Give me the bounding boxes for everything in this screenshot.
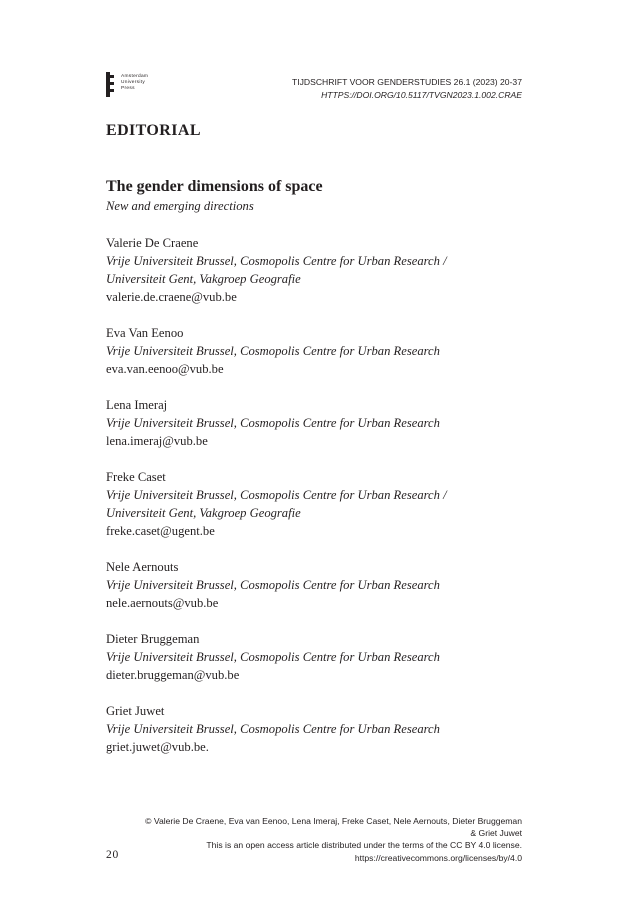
publisher-name [121, 72, 148, 93]
journal-citation: TIJDSCHRIFT VOOR GENDERSTUDIES 26.1 (2023) 20-37 [291, 77, 522, 87]
author-email[interactable]: griet.juwet@vub.be. [106, 740, 209, 754]
author-email[interactable]: valerie.de.craene@vub.be [106, 290, 237, 304]
author-affiliation: Vrije Universiteit Brussel, Cosmopolis Centre for Urban Research / [106, 488, 447, 502]
author-email[interactable]: dieter.bruggeman@vub.be [106, 668, 240, 682]
section-label: EDITORIAL [106, 122, 201, 139]
author-block [106, 558, 526, 612]
article-subtitle: New and emerging directions [106, 199, 254, 213]
article-title: The gender dimensions of space [106, 178, 323, 195]
copyright-line: & Griet Juwet [470, 828, 522, 839]
copyright-footer [145, 815, 522, 864]
license-statement: This is an open access article distributed under the terms of the CC BY 4.0 license. [206, 840, 522, 851]
license-url[interactable]: https://creativecommons.org/licenses/by/4.0 [354, 852, 522, 863]
page-number: 20 [106, 849, 120, 861]
author-affiliation: Vrije Universiteit Brussel, Cosmopolis Centre for Urban Research [106, 578, 440, 592]
author-affiliation: Vrije Universiteit Brussel, Cosmopolis Centre for Urban Research [106, 722, 440, 736]
author-email[interactable]: nele.aernouts@vub.be [106, 596, 219, 610]
author-email[interactable]: eva.van.eenoo@vub.be [106, 362, 224, 376]
author-name: Griet Juwet [106, 704, 165, 718]
publisher-logo [106, 72, 148, 98]
author-affiliation: Universiteit Gent, Vakgroep Geografie [106, 506, 301, 520]
author-name: Eva Van Eenoo [106, 326, 184, 340]
author-block [106, 396, 526, 450]
copyright-line: © Valerie De Craene, Eva van Eenoo, Lena Imeraj, Freke Caset, Nele Aernouts, Dieter Bruggeman [145, 816, 522, 826]
publisher-line: University [121, 80, 146, 86]
author-block [106, 630, 526, 684]
author-affiliation: Vrije Universiteit Brussel, Cosmopolis Centre for Urban Research / [106, 254, 447, 268]
author-name: Dieter Bruggeman [106, 632, 200, 646]
author-name: Valerie De Craene [106, 236, 199, 250]
author-block [106, 702, 526, 756]
author-name: Nele Aernouts [106, 560, 179, 574]
author-list [106, 234, 526, 774]
aup-logo-icon [106, 72, 115, 97]
author-name: Lena Imeraj [106, 398, 168, 412]
author-block [106, 324, 526, 378]
author-email[interactable]: freke.caset@ugent.be [106, 524, 215, 538]
publisher-line: Amsterdam [121, 74, 149, 79]
author-affiliation: Vrije Universiteit Brussel, Cosmopolis Centre for Urban Research [106, 650, 440, 664]
author-affiliation: Vrije Universiteit Brussel, Cosmopolis Centre for Urban Research [106, 416, 440, 430]
author-affiliation: Vrije Universiteit Brussel, Cosmopolis Centre for Urban Research [106, 344, 440, 358]
publisher-line: Press [121, 86, 135, 92]
running-head [292, 76, 522, 102]
author-affiliation: Universiteit Gent, Vakgroep Geografie [106, 272, 301, 286]
doi-link[interactable]: HTTPS://DOI.ORG/10.5117/TVGN2023.1.002.CRAE [321, 90, 522, 100]
author-block [106, 468, 526, 540]
author-email[interactable]: lena.imeraj@vub.be [106, 434, 208, 448]
author-name: Freke Caset [106, 470, 166, 484]
author-block [106, 234, 526, 306]
